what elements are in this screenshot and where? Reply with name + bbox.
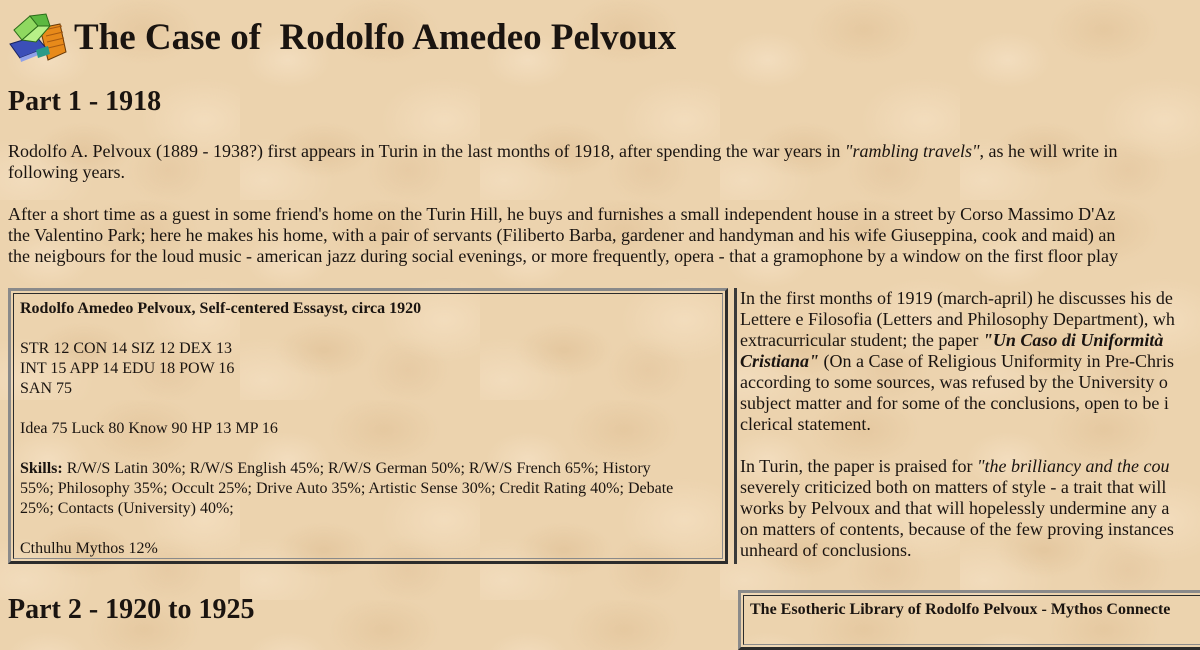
skills-label: Skills: (20, 460, 63, 477)
text: , as he will write in (979, 141, 1118, 161)
paper-title: Cristiana" (740, 351, 820, 371)
skills (20, 459, 716, 519)
text: (On a Case of Religious Uniformity in Pre-Chris (819, 351, 1174, 371)
stats-line: INT 15 APP 14 EDU 18 POW 16 (20, 360, 235, 377)
house-paragraph (8, 204, 1200, 267)
section-heading-part1: Part 1 - 1918 (8, 86, 162, 117)
text: following years. (8, 162, 125, 182)
text: 25%; Contacts (University) 40%; (20, 500, 234, 517)
stats-line: SAN 75 (20, 380, 73, 397)
stat-box-title: Rodolfo Amedeo Pelvoux, Self-centered Essayst, circa 1920 (20, 300, 422, 317)
text: the neigbours for the loud music - american jazz during social evenings, or more frequently, opera - that a gramophone by a window on the first floor play (8, 246, 1118, 266)
text: Lettere e Filosofia (Letters and Philosophy Department), wh (740, 309, 1175, 329)
text: 55%; Philosophy 35%; Occult 25%; Drive Auto 35%; Artistic Sense 30%; Credit Rating 40%; Debate (20, 480, 674, 497)
text: R/W/S Latin 30%; R/W/S English 45%; R/W/S German 50%; R/W/S French 65%; History (62, 460, 651, 477)
library-box-title: The Esotheric Library of Rodolfo Pelvoux - Mythos Connecte (743, 595, 1200, 645)
right-column-text (734, 288, 1200, 564)
text: according to some sources, was refused by the University o (740, 372, 1168, 392)
text: After a short time as a guest in some friend's home on the Turin Hill, he buys and furnishes a small independent house in a street by Corso Massimo D'Az (8, 204, 1116, 224)
mythos-skill: Cthulhu Mythos 12% (20, 540, 158, 557)
text: clerical statement. (740, 414, 871, 434)
intro-paragraph (8, 141, 1200, 183)
quote: "rambling travels" (844, 141, 980, 161)
thesis-paragraph (740, 288, 1200, 435)
page-header (6, 10, 676, 64)
text: subject matter and for some of the conclusions, open to be i (740, 393, 1169, 413)
text: the Valentino Park; here he makes his home, with a pair of servants (Filiberto Barba, gardener and handyman and his wife Giuseppina, cook and maid) an (8, 225, 1116, 245)
character-stat-box (8, 288, 728, 564)
text: Rodolfo A. Pelvoux (1889 - 1938?) first appears in Turin in the last months of 1918, after spending the war years in (8, 141, 845, 161)
section-heading-part2: Part 2 - 1920 to 1925 (8, 594, 255, 625)
reception-paragraph (740, 456, 1200, 561)
page-title: The Case of Rodolfo Amedeo Pelvoux (74, 16, 677, 58)
paper-title: "Un Caso di Uniformità (982, 330, 1164, 350)
text: on matters of contents, because of the few proving instances (740, 519, 1174, 539)
derived-stats: Idea 75 Luck 80 Know 90 HP 13 MP 16 (20, 420, 278, 437)
text: severely criticized both on matters of style - a trait that will (740, 477, 1167, 497)
library-box (738, 590, 1200, 650)
text: In the first months of 1919 (march-april) he discusses his de (740, 288, 1173, 308)
stats-line: STR 12 CON 14 SIZ 12 DEX 13 (20, 340, 233, 357)
text: extracurricular student; the paper (740, 330, 983, 350)
books-icon (6, 10, 70, 64)
text: unheard of conclusions. (740, 540, 912, 560)
quote: "the brilliancy and the cou (976, 456, 1170, 476)
text: In Turin, the paper is praised for (740, 456, 977, 476)
text: works by Pelvoux and that will hopelessly undermine any a (740, 498, 1170, 518)
